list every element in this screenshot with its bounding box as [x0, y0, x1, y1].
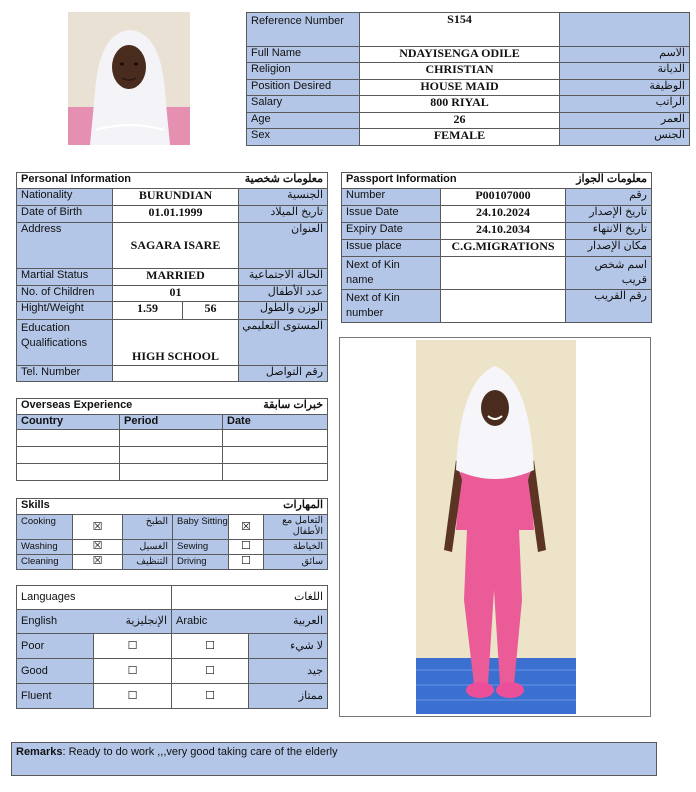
age-label-ar: العمر — [560, 113, 690, 129]
reference-label-ar — [560, 13, 690, 47]
full-name-label-ar: الاسم — [560, 47, 690, 63]
dob-label: Date of Birth — [17, 206, 113, 223]
skill-baby-sitting-ar-line2: الأطفال — [292, 526, 324, 537]
overseas-col-country: Country — [17, 415, 120, 430]
address-value: SAGARA ISARE — [113, 223, 239, 269]
kin-name-label-ar-line2: قريب — [621, 274, 647, 286]
reference-value: S154 — [360, 13, 560, 47]
lang-level-good-label-ar: جيد — [249, 659, 328, 684]
education-value: HIGH SCHOOL — [113, 320, 239, 366]
full-name-label: Full Name — [247, 47, 360, 63]
kin-name-label-line2: name — [346, 274, 374, 286]
position-label-ar: الوظيفة — [560, 80, 690, 96]
marital-value: MARRIED — [113, 269, 239, 286]
dob-value: 01.01.1999 — [113, 206, 239, 223]
overseas-col-period: Period — [120, 415, 223, 430]
salary-label: Salary — [247, 96, 360, 113]
address-label-ar: العنوان — [239, 223, 328, 269]
overseas-experience-table — [16, 398, 328, 481]
dob-row — [17, 206, 328, 223]
education-label-line1: Education — [21, 322, 70, 334]
expiry-date-value: 24.10.2034 — [441, 223, 566, 240]
overseas-title-ar: خبرات سابقة — [223, 399, 328, 415]
skills-title-ar: المهارات — [173, 499, 328, 515]
expiry-date-row — [342, 223, 652, 240]
marital-label-ar: الحالة الاجتماعية — [239, 269, 328, 286]
languages-title: Languages — [17, 586, 172, 610]
tel-label-ar: رقم التواصل — [239, 366, 328, 382]
lang-arabic-good-checkbox[interactable]: ☐ — [172, 659, 249, 684]
height-weight-row — [17, 302, 328, 320]
languages-title-row — [17, 586, 328, 610]
passport-title-row — [342, 173, 652, 189]
expiry-date-label-ar: تاريخ الانتهاء — [566, 223, 652, 240]
education-label — [17, 320, 113, 366]
weight-value: 56 — [183, 302, 239, 320]
position-value: HOUSE MAID — [360, 80, 560, 96]
children-value: 01 — [113, 286, 239, 302]
kin-name-value — [441, 257, 566, 290]
issue-date-label-ar: تاريخ الإصدار — [566, 206, 652, 223]
overseas-title-row — [17, 399, 328, 415]
religion-row — [247, 63, 690, 80]
nationality-row — [17, 189, 328, 206]
skill-cleaning-label: Cleaning — [17, 555, 73, 570]
issue-date-row — [342, 206, 652, 223]
full-body-illustration — [416, 340, 576, 714]
lang-english-label: English — [17, 610, 94, 634]
passport-number-row — [342, 189, 652, 206]
personal-info-table — [16, 172, 328, 382]
remarks-label: Remarks — [16, 746, 63, 758]
children-label-ar: عدد الأطفال — [239, 286, 328, 302]
issue-date-label: Issue Date — [342, 206, 441, 223]
lang-level-poor-label-ar: لا شيء — [249, 634, 328, 659]
header-info-table — [246, 12, 690, 146]
skills-table — [16, 498, 328, 570]
skill-cleaning-checkbox[interactable]: ☒ — [73, 555, 123, 570]
expiry-date-label: Expiry Date — [342, 223, 441, 240]
issue-place-label: Issue place — [342, 240, 441, 257]
portrait-photo — [68, 12, 190, 145]
issue-date-value: 24.10.2024 — [441, 206, 566, 223]
languages-title-ar: اللغات — [172, 586, 328, 610]
children-row — [17, 286, 328, 302]
skill-baby-sitting-ar-line1: التعامل مع — [282, 515, 324, 526]
education-row — [17, 320, 328, 366]
passport-info-table — [341, 172, 652, 323]
salary-row — [247, 96, 690, 113]
religion-label: Religion — [247, 63, 360, 80]
passport-number-label: Number — [342, 189, 441, 206]
overseas-row — [17, 430, 328, 447]
languages-table — [16, 585, 328, 709]
reference-label: Reference Number — [247, 13, 360, 47]
kin-number-label-line2: number — [346, 307, 384, 319]
skill-sewing-label-ar: الخياطة — [264, 540, 328, 555]
kin-name-label — [342, 257, 441, 290]
issue-place-label-ar: مكان الإصدار — [566, 240, 652, 257]
lang-level-good-label: Good — [17, 659, 94, 684]
nationality-label-ar: الجنسية — [239, 189, 328, 206]
lang-level-good-row — [17, 659, 328, 684]
passport-title-ar: معلومات الجواز — [441, 173, 652, 189]
lang-level-poor-label: Poor — [17, 634, 94, 659]
tel-value — [113, 366, 239, 382]
lang-level-fluent-label-ar: ممتاز — [249, 684, 328, 709]
skill-cooking-label-ar: الطبخ — [123, 515, 173, 540]
salary-value: 800 RIYAL — [360, 96, 560, 113]
religion-value: CHRISTIAN — [360, 63, 560, 80]
lang-english-fluent-checkbox[interactable]: ☐ — [94, 684, 172, 709]
skill-baby-sitting-checkbox[interactable]: ☒ — [229, 515, 264, 540]
skill-baby-sitting-label: Baby Sitting — [173, 515, 229, 540]
lang-level-fluent-label: Fluent — [17, 684, 94, 709]
marital-row — [17, 269, 328, 286]
salary-label-ar: الراتب — [560, 96, 690, 113]
overseas-col-date: Date — [223, 415, 328, 430]
dob-label-ar: تاريخ الميلاد — [239, 206, 328, 223]
skill-washing-label: Washing — [17, 540, 73, 555]
lang-arabic-label-ar: العربية — [249, 610, 328, 634]
tel-label: Tel. Number — [17, 366, 113, 382]
full-name-value: NDAYISENGA ODILE — [360, 47, 560, 63]
sex-row — [247, 129, 690, 146]
lang-english-good-checkbox[interactable]: ☐ — [94, 659, 172, 684]
issue-place-value: C.G.MIGRATIONS — [441, 240, 566, 257]
children-label: No. of Children — [17, 286, 113, 302]
kin-name-label-ar — [566, 257, 652, 290]
issue-place-row — [342, 240, 652, 257]
skill-row-washing — [17, 540, 328, 555]
personal-title-row — [17, 173, 328, 189]
address-label: Address — [17, 223, 113, 269]
kin-number-value — [441, 290, 566, 323]
nationality-value: BURUNDIAN — [113, 189, 239, 206]
skills-title-row — [17, 499, 328, 515]
remarks-text: : Ready to do work ,,,very good taking care of the elderly — [62, 746, 338, 758]
lang-level-poor-row — [17, 634, 328, 659]
height-weight-label: Hight/Weight — [17, 302, 113, 320]
skill-cleaning-label-ar: التنظيف — [123, 555, 173, 570]
skill-driving-label: Driving — [173, 555, 229, 570]
skill-baby-sitting-label-ar — [264, 515, 328, 540]
skill-driving-label-ar: سائق — [264, 555, 328, 570]
languages-header-row — [17, 610, 328, 634]
full-body-photo — [339, 337, 651, 717]
overseas-title: Overseas Experience — [17, 399, 223, 415]
lang-level-fluent-row — [17, 684, 328, 709]
lang-english-poor-checkbox[interactable]: ☐ — [94, 634, 172, 659]
height-weight-label-ar: الوزن والطول — [239, 302, 328, 320]
age-label: Age — [247, 113, 360, 129]
age-value: 26 — [360, 113, 560, 129]
skill-cooking-label: Cooking — [17, 515, 73, 540]
kin-number-label-line1: Next of Kin — [346, 292, 400, 304]
remarks-box — [11, 742, 657, 776]
skill-driving-checkbox[interactable]: ☐ — [229, 555, 264, 570]
age-row — [247, 113, 690, 129]
sex-label: Sex — [247, 129, 360, 146]
skill-washing-label-ar: الغسيل — [123, 540, 173, 555]
lang-arabic-label: Arabic — [172, 610, 249, 634]
sex-value: FEMALE — [360, 129, 560, 146]
overseas-header-row — [17, 415, 328, 430]
passport-number-label-ar: رقم — [566, 189, 652, 206]
marital-label: Martial Status — [17, 269, 113, 286]
skill-sewing-checkbox[interactable]: ☐ — [229, 540, 264, 555]
overseas-row — [17, 464, 328, 481]
position-row — [247, 80, 690, 96]
portrait-illustration — [68, 12, 190, 145]
kin-number-label — [342, 290, 441, 323]
tel-row — [17, 366, 328, 382]
height-value: 1.59 — [113, 302, 183, 320]
overseas-row — [17, 447, 328, 464]
education-label-line2: Qualifications — [21, 337, 88, 349]
full-name-row — [247, 47, 690, 63]
skill-washing-checkbox[interactable]: ☒ — [73, 540, 123, 555]
skill-row-cooking — [17, 515, 328, 540]
lang-arabic-fluent-checkbox[interactable]: ☐ — [172, 684, 249, 709]
personal-title-ar: معلومات شخصية — [183, 173, 328, 189]
skills-title: Skills — [17, 499, 173, 515]
personal-title: Personal Information — [17, 173, 183, 189]
lang-english-label-ar: الإنجليزية — [94, 610, 172, 634]
nationality-label: Nationality — [17, 189, 113, 206]
kin-number-label-ar: رقم القريب — [566, 290, 652, 323]
skill-row-cleaning — [17, 555, 328, 570]
kin-name-label-line1: Next of Kin — [346, 259, 400, 271]
lang-arabic-poor-checkbox[interactable]: ☐ — [172, 634, 249, 659]
kin-number-row — [342, 290, 652, 323]
passport-number-value: P00107000 — [441, 189, 566, 206]
skill-sewing-label: Sewing — [173, 540, 229, 555]
position-label: Position Desired — [247, 80, 360, 96]
skill-cooking-checkbox[interactable]: ☒ — [73, 515, 123, 540]
sex-label-ar: الجنس — [560, 129, 690, 146]
kin-name-label-ar-line1: اسم شخص — [594, 259, 647, 271]
religion-label-ar: الديانة — [560, 63, 690, 80]
reference-row — [247, 13, 690, 47]
address-row — [17, 223, 328, 269]
passport-title: Passport Information — [342, 173, 441, 189]
education-label-ar: المستوى التعليمي — [239, 320, 328, 366]
kin-name-row — [342, 257, 652, 290]
